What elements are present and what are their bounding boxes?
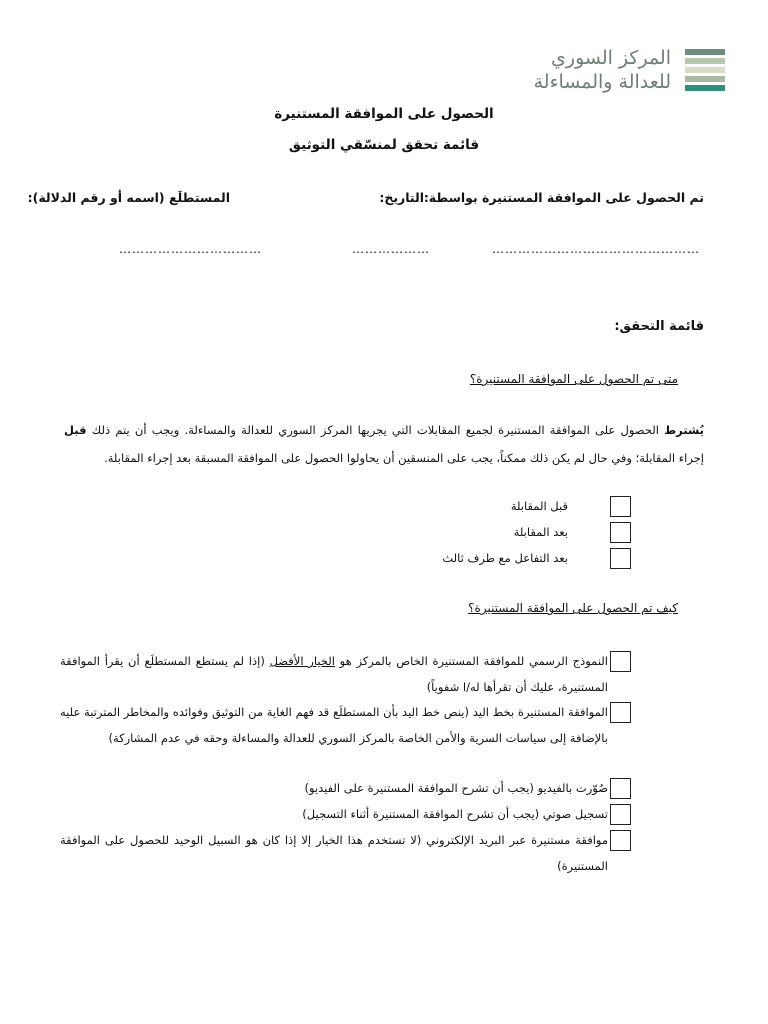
option-official-form (60, 648, 608, 700)
logo-stripe (685, 85, 725, 91)
obtained-by-field[interactable]: ………………………………………… (492, 242, 700, 256)
checkbox-third-party[interactable] (610, 548, 631, 569)
date-field[interactable]: ……………… (352, 242, 430, 256)
logo-stripe (685, 49, 725, 55)
logo-line-2: للعدالة والمساءلة (533, 71, 671, 93)
before-word: قبل (64, 423, 87, 437)
checklist-heading: قائمة التحقق: (614, 319, 704, 334)
document-subtitle: قائمة تحقق لمنسّقي التوثيق (288, 137, 480, 153)
checkbox-after-interview[interactable] (610, 522, 631, 543)
option-before-interview: قبل المقابلة (510, 499, 568, 513)
required-word: يُشترط (664, 423, 704, 437)
official-form-note: (إذا لم يستطع المستطلَع أن يقرأ الموافقة المستنيرة، عليك أن تقرأها له/ا شفوياً) (60, 654, 608, 694)
paragraph-text: الحصول على الموافقة المستنيرة لجميع المقابلات التي يجريها المركز السوري للعدالة والمساءلة. ويجب أن يتم ذلك (86, 423, 665, 437)
option-third-party: بعد التفاعل مع طرف ثالث (442, 551, 568, 565)
interviewee-field[interactable]: …………………………… (119, 242, 262, 256)
interviewee-label: المستطلَع (اسمه أو رقم الدلالة): (27, 190, 230, 205)
how-question: كيف تم الحصول على الموافقة المستنيرة؟ (468, 601, 678, 615)
option-video: صُوّرت بالفيديو (يجب أن تشرح الموافقة المستنيرة على الفيديو) (304, 781, 608, 795)
official-form-text: النموذج الرسمي للموافقة المستنيرة الخاص بالمركز هو (334, 654, 608, 668)
logo-line-1: المركز السوري (551, 47, 671, 69)
logo-text (534, 46, 671, 94)
option-email: موافقة مستنيرة عبر البريد الإلكتروني (لا تستخدم هذا الخيار إلا إذا كان هو السبيل الوحيد للحصول على الموافقة المستنيرة) (60, 833, 608, 873)
obtained-by-label: تم الحصول على الموافقة المستنيرة بواسطة: (423, 190, 704, 205)
checkbox-handwritten[interactable] (610, 702, 631, 723)
organization-logo (533, 46, 725, 98)
option-after-interview: بعد المقابلة (513, 525, 568, 539)
paragraph-text-continued: إجراء المقابلة؛ وفي حال لم يكن ذلك ممكناً، يجب على المنسقين أن يحاولوا الحصول على الموافقة المسبقة بعد إجراء المقابلة. (104, 451, 704, 465)
checkbox-email[interactable] (610, 830, 631, 851)
checkbox-official-form[interactable] (610, 651, 631, 672)
checkbox-audio[interactable] (610, 804, 631, 825)
option-audio: تسجيل صوتي (يجب أن تشرح الموافقة المستنيرة أثناء التسجيل) (302, 807, 608, 821)
logo-stripe (685, 58, 725, 64)
best-option-text: الخيار الأفضل (269, 654, 335, 668)
when-question: متى تم الحصول على الموافقة المستنيرة؟ (469, 372, 678, 386)
checkbox-before-interview[interactable] (610, 496, 631, 517)
document-title: الحصول على الموافقة المستنيرة (274, 106, 494, 122)
logo-stripe (685, 76, 725, 82)
option-handwritten: الموافقة المستنيرة بخط اليد (ينص خط اليد بأن المستطلَع قد فهم الغاية من التوثيق وفوائده والمخاطر المترتبة عليه بالإضافة إلى سياسات السرية والأمن الخاصة بالمركز السوري للعدالة والمساءلة وحقه في عدم المشاركة) (60, 705, 608, 745)
checkbox-video[interactable] (610, 778, 631, 799)
when-paragraph (64, 416, 704, 472)
logo-stripes-icon (685, 49, 725, 94)
date-label: التاريخ: (379, 190, 424, 205)
logo-stripe (685, 67, 725, 73)
